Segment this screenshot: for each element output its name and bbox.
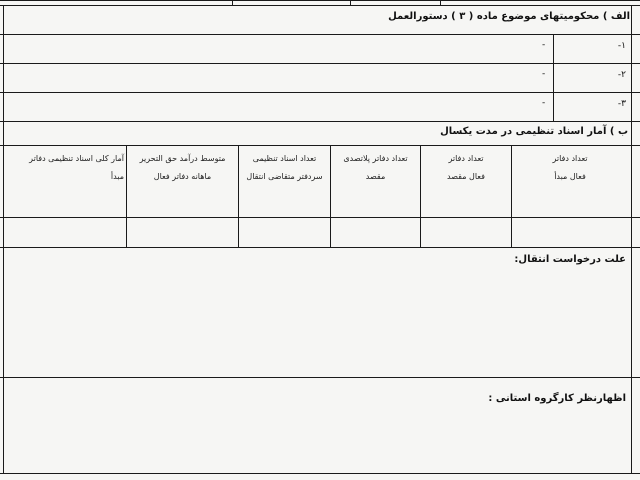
row-number-2: ۲- bbox=[617, 70, 626, 80]
row-number-separator bbox=[553, 34, 554, 121]
row-mark-3: - bbox=[542, 98, 546, 108]
reason-label: علت درخواست انتقال: bbox=[514, 254, 626, 265]
stats-header-vacant-offices bbox=[331, 150, 420, 186]
stats-header-total-documents bbox=[2, 150, 124, 186]
stats-table-top bbox=[0, 145, 640, 146]
opinion-bottom-border bbox=[0, 473, 640, 474]
stats-header-applicant-documents-line2: سردفتر متقاضی انتقال bbox=[246, 172, 323, 181]
outer-right-border bbox=[631, 5, 632, 473]
stats-header-origin-offices bbox=[512, 150, 628, 186]
row-divider-3 bbox=[0, 92, 640, 93]
stats-header-average-income-line2: ماهانه دفاتر فعال bbox=[153, 172, 212, 181]
row-number-1: ۱- bbox=[617, 41, 626, 51]
stats-value-row[interactable] bbox=[0, 218, 640, 247]
row-mark-2: - bbox=[542, 69, 546, 79]
stats-table-bottom bbox=[0, 247, 640, 248]
row-mark-1: - bbox=[542, 40, 546, 50]
reason-area[interactable] bbox=[0, 268, 640, 376]
stats-header-total-documents-line2: مبدأ bbox=[110, 172, 124, 181]
stats-header-average-income bbox=[127, 150, 238, 186]
stats-header-vacant-offices-line2: مقصد bbox=[365, 172, 386, 181]
row-number-3: ۳- bbox=[617, 99, 626, 109]
section-a-title: الف ) محکومیتهای موضوع ماده ( ۳ ) دستورالعمل bbox=[388, 11, 630, 22]
stats-header-destination-offices-line2: فعال مقصد bbox=[447, 172, 485, 181]
stats-header-applicant-documents bbox=[239, 150, 330, 186]
row-divider-1 bbox=[0, 34, 640, 35]
stats-header-applicant-documents-line1: تعداد اسناد تنظیمی bbox=[252, 154, 317, 163]
top-border bbox=[0, 0, 640, 1]
stats-header-destination-offices bbox=[421, 150, 511, 186]
row-divider-4 bbox=[0, 121, 640, 122]
opinion-area[interactable] bbox=[0, 408, 640, 472]
stats-header-origin-offices-line2: فعال مبدأ bbox=[554, 172, 586, 181]
stats-header-destination-offices-line1: تعداد دفاتر bbox=[448, 154, 484, 163]
reason-bottom-border bbox=[0, 377, 640, 378]
opinion-label: اظهارنظر کارگروه استانی : bbox=[488, 393, 626, 404]
stats-header-origin-offices-line1: تعداد دفاتر bbox=[552, 154, 588, 163]
stats-header-total-documents-line1: آمار کلی اسناد تنظیمی دفاتر bbox=[29, 154, 124, 163]
section-b-title: ب ) آمار اسناد تنظیمی در مدت یکسال bbox=[440, 126, 628, 137]
row-divider-2 bbox=[0, 63, 640, 64]
stats-header-vacant-offices-line1: تعداد دفاتر پلاتصدی bbox=[343, 154, 408, 163]
stats-header-average-income-line1: متوسط درآمد حق التحریر bbox=[139, 154, 226, 163]
outer-left-border bbox=[3, 5, 4, 473]
top-rule-a bbox=[0, 5, 640, 6]
